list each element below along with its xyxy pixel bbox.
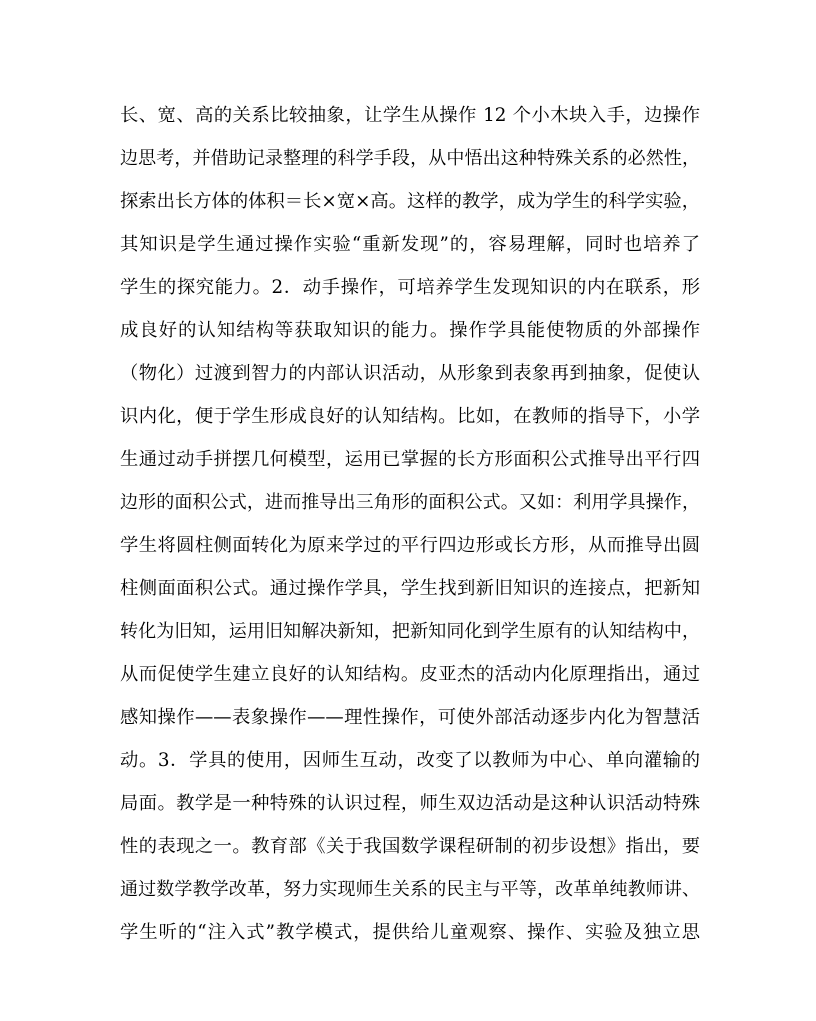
text-line: 学生的探究能力。2．动手操作，可培养学生发现知识的内在联系，形 [120, 277, 700, 298]
text-line: 学生听的“注入式”教学模式，提供给儿童观察、操作、实验及独立思 [120, 922, 700, 943]
text-line: 边形的面积公式，进而推导出三角形的面积公式。又如：利用学具操作， [120, 492, 700, 513]
text-line: 感知操作——表象操作——理性操作，可使外部活动逐步内化为智慧活 [120, 707, 700, 728]
text-line: 学生将圆柱侧面转化为原来学过的平行四边形或长方形，从而推导出圆 [120, 535, 700, 556]
text-line: 其知识是学生通过操作实验“重新发现”的，容易理解，同时也培养了 [120, 234, 700, 255]
text-line: 柱侧面面积公式。通过操作学具，学生找到新旧知识的连接点，把新知 [120, 578, 700, 599]
text-line: 转化为旧知，运用旧知解决新知，把新知同化到学生原有的认知结构中， [120, 621, 700, 642]
text-line: 成良好的认知结构等获取知识的能力。操作学具能使物质的外部操作 [120, 320, 700, 341]
text-line: 长、宽、高的关系比较抽象，让学生从操作 12 个小木块入手，边操作 [120, 105, 700, 126]
text-line: 识内化，便于学生形成良好的认知结构。比如，在教师的指导下，小学 [120, 406, 700, 427]
text-line: 通过数学教学改革，努力实现师生关系的民主与平等，改革单纯教师讲、 [120, 879, 700, 900]
text-line: 局面。教学是一种特殊的认识过程，师生双边活动是这种认识活动特殊 [120, 793, 700, 814]
text-line: 性的表现之一。教育部《关于我国数学课程研制的初步设想》指出，要 [120, 836, 700, 857]
text-line: 边思考，并借助记录整理的科学手段，从中悟出这种特殊关系的必然性， [120, 148, 700, 169]
text-line: 从而促使学生建立良好的认知结构。皮亚杰的活动内化原理指出，通过 [120, 664, 700, 685]
text-line: 动。3．学具的使用，因师生互动，改变了以教师为中心、单向灌输的 [120, 750, 700, 771]
text-line: （物化）过渡到智力的内部认识活动，从形象到表象再到抽象，促使认 [120, 363, 700, 384]
text-line: 探索出长方体的体积＝长×宽×高。这样的教学，成为学生的科学实验， [120, 191, 700, 212]
text-line: 生通过动手拼摆几何模型，运用已掌握的长方形面积公式推导出平行四 [120, 449, 700, 470]
